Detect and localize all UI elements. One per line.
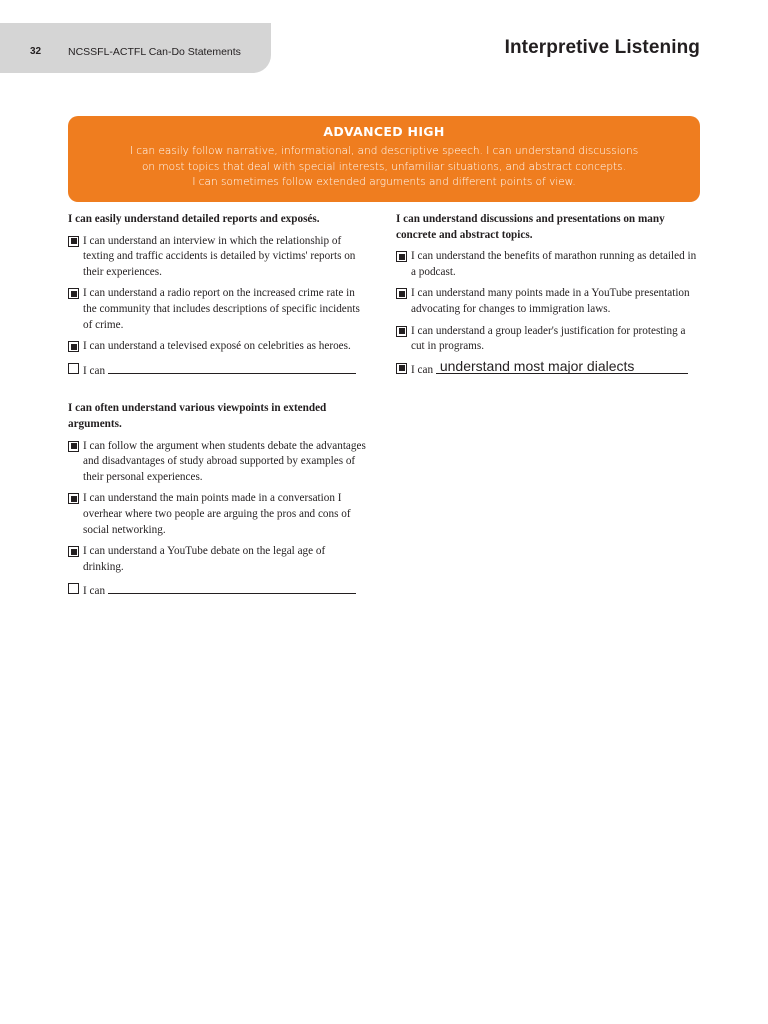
checked-checkbox[interactable] <box>68 441 79 452</box>
level-description <box>68 144 700 191</box>
custom-can-do-item <box>68 361 368 380</box>
item-text: I can understand the benefits of marathon running as detailed in a podcast. <box>411 250 697 278</box>
can-do-item <box>68 439 368 486</box>
checked-checkbox[interactable] <box>396 326 407 337</box>
empty-checkbox[interactable] <box>68 583 79 594</box>
empty-checkbox[interactable] <box>68 363 79 374</box>
item-text: I can understand a YouTube debate on the legal age of drinking. <box>83 545 326 573</box>
fill-in-line[interactable] <box>108 581 356 594</box>
can-do-item <box>396 249 701 280</box>
can-do-item <box>68 234 368 281</box>
checked-checkbox[interactable] <box>68 493 79 504</box>
left-column <box>68 212 368 600</box>
right-column <box>396 212 701 378</box>
group-heading: I can often understand various viewpoints in extended arguments. <box>68 402 327 430</box>
fill-in-line[interactable] <box>108 361 356 374</box>
checked-checkbox[interactable] <box>68 236 79 247</box>
section-title: Interpretive Listening <box>504 37 700 58</box>
item-text: I can <box>83 364 106 377</box>
can-do-item <box>68 339 368 355</box>
level-title: ADVANCED HIGH <box>323 124 445 139</box>
checked-checkbox[interactable] <box>396 251 407 262</box>
item-text: I can understand a group leader's justification for protesting a cut in programs. <box>411 324 686 353</box>
can-do-item <box>396 286 701 317</box>
can-do-item <box>68 286 368 333</box>
level-description-line: I can easily follow narrative, informational, and descriptive speech. I can understand discussions <box>129 145 639 157</box>
item-text: I can understand a televised exposé on celebrities as heroes. <box>83 340 351 353</box>
checked-checkbox[interactable] <box>396 363 407 374</box>
item-text: I can <box>411 363 434 376</box>
item-text: I can understand an interview in which the relationship of texting and traffic accidents is detailed by victims' reports on their experiences. <box>83 234 356 278</box>
fill-in-field[interactable]: understand most major dialects <box>436 359 688 374</box>
item-text: I can understand a radio report on the increased crime rate in the community that includes descriptions of specific incidents of crime. <box>83 287 360 331</box>
level-description-line: I can sometimes follow extended arguments and different points of view. <box>192 176 576 188</box>
group-heading: I can understand discussions and presentations on many concrete and abstract topics. <box>396 213 665 241</box>
can-do-item <box>68 491 368 538</box>
level-banner <box>68 116 700 202</box>
checked-checkbox[interactable] <box>396 288 407 299</box>
item-text: I can <box>83 585 106 598</box>
can-do-item <box>68 544 368 575</box>
checked-checkbox[interactable] <box>68 288 79 299</box>
level-description-line: on most topics that deal with special interests, unfamiliar situations, and abstract concepts. <box>142 160 626 173</box>
item-text: I can understand the main points made in a conversation I overhear where two people are arguing the pros and cons of social networking. <box>83 492 351 536</box>
checked-checkbox[interactable] <box>68 546 79 557</box>
running-head: NCSSFL-ACTFL Can-Do Statements <box>68 46 241 58</box>
custom-can-do-item <box>68 581 368 600</box>
custom-can-do-item <box>396 357 701 379</box>
page-number: 32 <box>30 46 42 57</box>
can-do-item <box>396 324 701 355</box>
checked-checkbox[interactable] <box>68 341 79 352</box>
group-heading: I can easily understand detailed reports and exposés. <box>68 213 320 225</box>
item-text: I can understand many points made in a YouTube presentation advocating for changes to immigration laws. <box>411 287 690 315</box>
item-text: I can follow the argument when students debate the advantages and disadvantages of study abroad supported by examples of their personal experiences. <box>83 439 366 483</box>
